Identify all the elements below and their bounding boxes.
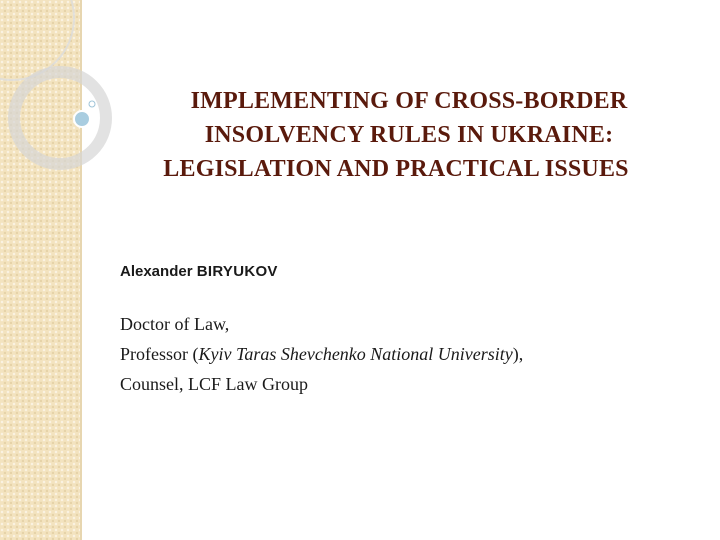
author-counsel: Counsel, LCF Law Group [120, 374, 308, 394]
title-line-3: LEGISLATION AND PRACTICAL ISSUES [163, 156, 629, 182]
position-prefix: Professor ( [120, 344, 199, 364]
ornament-small-bead [89, 101, 95, 107]
author-position [120, 339, 523, 369]
ornament-bead [74, 111, 90, 127]
university-name: Kyiv Taras Shevchenko National University [198, 344, 513, 364]
author-name [120, 263, 278, 280]
author-degree: Doctor of Law, [120, 314, 230, 334]
author-first-name: Alexander [120, 263, 193, 280]
title-line-1: IMPLEMENTING OF CROSS-BORDER [190, 88, 628, 114]
author-surname: BIRYUKOV [196, 263, 278, 280]
slide-title [96, 84, 696, 186]
title-line-2: INSOLVENCY RULES IN UKRAINE: [204, 122, 614, 148]
author-details [120, 309, 523, 399]
ornament-thick-ring [14, 72, 106, 164]
position-suffix: ), [512, 344, 524, 364]
